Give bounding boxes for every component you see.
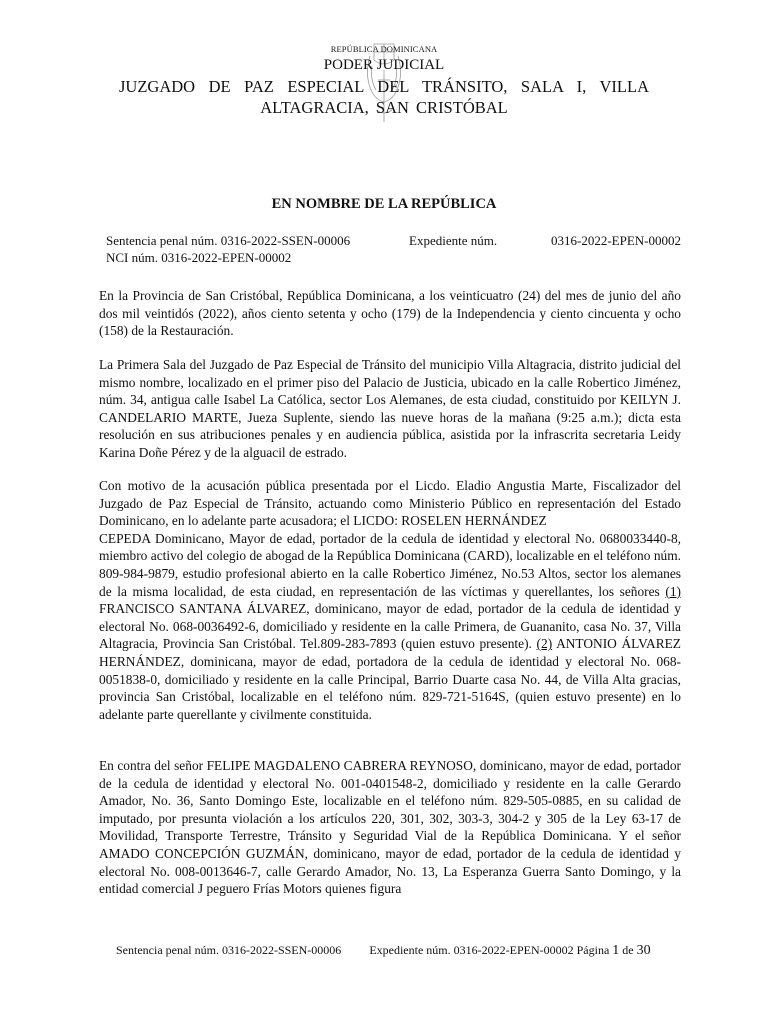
text-run: Con motivo de la acusación pública presentada por el Licdo. Eladio Angustia Marte, Fiscalizador del Juzgado de Paz Especial de Tránsito, actuando como Ministerio Público en representación del Estado Dominicano, en lo adelante parte acusadora; el LICDO: ROSELEN HERNÁNDEZ — [99, 478, 681, 529]
footer-page-number: 1 — [612, 943, 620, 958]
nci-number: NCI núm. 0316-2022-EPEN-00002 — [106, 250, 292, 265]
text-run: FRANCISCO SANTANA ÁLVAREZ, dominicano, mayor de edad, portador de la cedula de identidad y electoral No. 068-0036492-6, domiciliado y residente en la calle Primera, de Guananito, casa No. 37, Villa Altagracia, Provincia San Cristóbal. Tel.809-283-7893 (quien estuvo presente). — [99, 601, 681, 652]
text-run: CEPEDA Dominicano, Mayor de edad, portador de la cedula de identidad y electoral No. 0680033440-8, miembro activo del colegio de abogad de la República Dominicana (CARD), localizable en el teléfono núm. 809-984-9879, estudio profesional abierto en la calle Robertico Jiménez, No.53 Altos, sector los alemanes de la misma localidad, de esta ciudad, en representación de las víctimas y querellantes, los señores — [99, 530, 681, 599]
paragraph-date — [99, 287, 681, 340]
paragraph-text: La Primera Sala del Juzgado de Paz Especial de Tránsito del municipio Villa Altagracia, distrito judicial del mismo nombre, localizado en el primer piso del Palacio de Justicia, ubicado en la calle Robertico Jiménez, núm. 34, antigua calle Isabel La Católica, sector Los Alemanes, de esta ciudad, constituido por KEILYN J. CANDELARIO MARTE, Jueza Suplente, siendo las nueve horas de la mañana (9:25 a.m.); dicta esta resolución en sus atribuciones penales y en audiencia pública, asistida por la infrascrita secretaria Leidy Karina Doñe Pérez y de la alguacil de estrado. — [99, 357, 681, 460]
footer-page-total: 30 — [636, 943, 651, 958]
paragraph-text — [99, 530, 681, 724]
footer-expediente: Expediente núm. 0316-2022-EPEN-00002 — [369, 943, 574, 957]
document-header — [0, 44, 768, 118]
court-name: JUZGADO DE PAZ ESPECIAL DEL TRÁNSITO, SALA I, VILLA ALTAGRACIA, SAN CRISTÓBAL — [119, 77, 649, 117]
paragraph-text: En la Provincia de San Cristóbal, República Dominicana, a los veinticuatro (24) del mes de junio del año dos mil veintidós (2022), años ciento setenta y ocho (179) de la Independencia y ciento cincuenta y ocho (158) de la Restauración. — [99, 288, 681, 339]
expediente-number — [409, 232, 681, 249]
footer-sentencia: Sentencia penal núm. 0316-2022-SSEN-00006 — [116, 943, 342, 957]
document-title: EN NOMBRE DE LA REPÚBLICA — [271, 196, 497, 212]
text-run: ANTONIO ÁLVAREZ HERNÁNDEZ, dominicana, mayor de edad, portadora de la cedula de identidad y electoral No. 068-0051838-0, domiciliado y residente en la calle Principal, Barrio Duarte casa No. 44, de Villa Alta gracias, provincia San Cristóbal, localizable en el teléfono núm. 829-721-5164S, (quien estuvo presente) en lo adelante parte querellante y civilmente constituida. — [99, 636, 681, 722]
paragraph-court — [99, 356, 681, 462]
paragraph-accusation — [99, 477, 681, 723]
victim-number-1: (1) — [665, 583, 681, 599]
victim-number-2: (2) — [536, 636, 553, 652]
paragraph-defendant — [99, 757, 681, 898]
footer-page-label: Página — [576, 943, 610, 957]
judiciary-heading: PODER JUDICIAL — [323, 57, 445, 73]
page-footer — [116, 943, 678, 958]
footer-of-label: de — [622, 943, 634, 957]
paragraph-text: En contra del señor FELIPE MAGDALENO CABRERA REYNOSO, dominicano, mayor de edad, portador de la cedula de identidad y electoral No. 001-0401548-2, domiciliado y residente en la calle Gerardo Amador, No. 36, Santo Domingo Este, localizable en el teléfono núm. 829-505-0885, en su calidad de imputado, por presunta violación a los artículos 220, 301, 302, 303-3, 304-2 y 305 de la Ley 63-17 de Movilidad, Transporte Terrestre, Tránsito y Seguridad Vial de la República Dominicana. Y el señor AMADO CONCEPCIÓN GUZMÁN, dominicano, mayor de edad, portador de la cedula de identidad y electoral No. 008-0013646-7, calle Gerardo Amador, No. 13, La Esperanza Guerra Santo Domingo, y la entidad comercial J peguero Frías Motors quienes figura — [99, 758, 681, 897]
case-references — [106, 232, 681, 266]
expediente-label: Expediente núm. — [409, 233, 498, 248]
paragraph-text — [99, 477, 681, 530]
sentencia-number: Sentencia penal núm. 0316-2022-SSEN-00006 — [106, 233, 351, 248]
expediente-value: 0316-2022-EPEN-00002 — [551, 233, 681, 248]
country-heading: REPÚBLICA DOMINICANA — [330, 44, 438, 54]
